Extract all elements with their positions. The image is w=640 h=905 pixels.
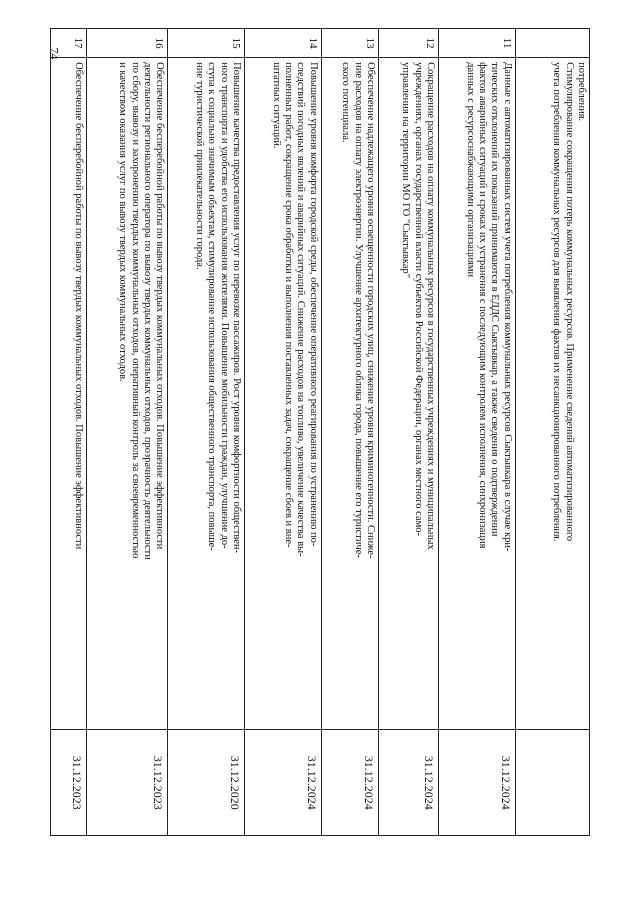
table-row <box>168 29 245 836</box>
row-number: 15 <box>168 29 245 58</box>
row-number: 11 <box>439 29 516 58</box>
description-line: ступа к социально значимым объектам, стимулирование использования общественного транспорта, повыше- <box>206 62 218 551</box>
table-row <box>86 29 167 836</box>
measures-table <box>50 28 590 836</box>
table-row <box>245 29 322 836</box>
description-line: учета потребления коммунальных ресурсов для выявления фактов их несанкционированного потребления. <box>551 62 563 542</box>
table-row <box>515 29 589 836</box>
description-line: ного транспорта и удобства его использования жителями. Повышение мобильности граждан, улучшение до- <box>218 62 230 549</box>
row-number <box>515 29 589 58</box>
row-number: 14 <box>245 29 322 58</box>
description-line: управления на территории МО ГО "Сыктывкар" <box>400 62 412 279</box>
row-number: 16 <box>86 29 167 58</box>
description-line: Данные с автоматизированных систем учета потребления коммунальных ресурсов Сыктывкара в случае кри- <box>501 62 513 552</box>
description-line: ние расходов на оплату электроэнергии. Улучшение архитектурного облика города, повышение его туристиче- <box>352 62 364 558</box>
row-deadline: 31.12.2024 <box>245 730 322 836</box>
row-deadline: 31.12.2024 <box>439 730 516 836</box>
description-line: потребления. <box>576 62 587 122</box>
row-deadline: 31.12.2023 <box>51 730 87 836</box>
row-deadline <box>515 730 589 836</box>
description-line: Стимулирование сокращения потерь коммунальных ресурсов. Применение сведений автоматизированного <box>563 62 575 542</box>
row-number: 13 <box>321 29 378 58</box>
description-line: ние туристической привлекательности города. <box>193 62 205 270</box>
description-line: Повышение уровня комфорта городской среды, обеспечение оперативного реагирования по устранению по- <box>307 62 319 547</box>
page-number: 74 <box>47 47 62 60</box>
rotated-table-container <box>50 28 590 836</box>
description-line: по сбору, вывозу и захоронению твердых коммунальных отходов, оперативный контроль за своевременностью <box>129 62 141 559</box>
row-description <box>439 58 516 730</box>
description-line: ского потенциала. <box>340 62 352 143</box>
description-line: и качеством оказания услуг по вывозу твердых коммунальных отходов. <box>117 62 129 382</box>
table-row <box>321 29 378 836</box>
description-line: Обеспечение надлежащего уровня освещенности городских улиц, снижение уровня криминогенности. Сниже- <box>365 62 377 559</box>
description-line: следствий погодных явлений и аварийных ситуаций. Снижение расходов на топливо, увеличение качества вы- <box>295 62 307 557</box>
row-description <box>321 58 378 730</box>
description-line: Повышение качества предоставления услуг по перевозке пассажиров. Рост уровня комфортности обществен- <box>231 62 243 553</box>
row-deadline: 31.12.2023 <box>86 730 167 836</box>
description-line: данных с ресурсоснабжающими организациями <box>464 62 476 278</box>
row-description <box>379 58 439 730</box>
row-deadline: 31.12.2024 <box>321 730 378 836</box>
row-deadline: 31.12.2020 <box>168 730 245 836</box>
description-line: Обеспечение бесперебойной работы по вывозу твердых коммунальных отходов. Повышение эффективности <box>72 62 84 550</box>
description-line: фактов аварийных ситуаций и сроках их устранения с последующим контролем исполнения, синхронизация <box>477 62 488 549</box>
description-line: полненных работ, сокращение срока обработки и выполнения поставленных задач, сокращение сбоев и вне- <box>282 62 294 548</box>
row-description <box>86 58 167 730</box>
row-description <box>515 58 589 730</box>
description-line: учреждениях, органах государственной власти субъектов Российской Федерации, органах местного само- <box>412 62 424 537</box>
row-description <box>168 58 245 730</box>
description-line: Обеспечение бесперебойной работы по вывозу твердых коммунальных отходов. Повышение эффективности <box>154 62 166 550</box>
row-number: 17 <box>51 29 87 58</box>
row-number: 12 <box>379 29 439 58</box>
table-row <box>439 29 516 836</box>
row-description <box>51 58 87 730</box>
description-line: деятельности регионального оператора по вывозу твердых коммунальных отходов, прозрачность деятельности <box>142 62 154 560</box>
row-deadline: 31.12.2024 <box>379 730 439 836</box>
description-line: тических отклонений их показаний принимаются в ЕДДС Сыктывкар, а также сведения о подтверждении <box>489 62 501 537</box>
table-row <box>379 29 439 836</box>
table-row <box>51 29 87 836</box>
row-description <box>245 58 322 730</box>
description-line: Сокращение расходов на оплату коммунальных ресурсов в государственных учреждениях и муниципальных <box>425 62 437 550</box>
description-line: штатных ситуаций. <box>270 62 282 149</box>
